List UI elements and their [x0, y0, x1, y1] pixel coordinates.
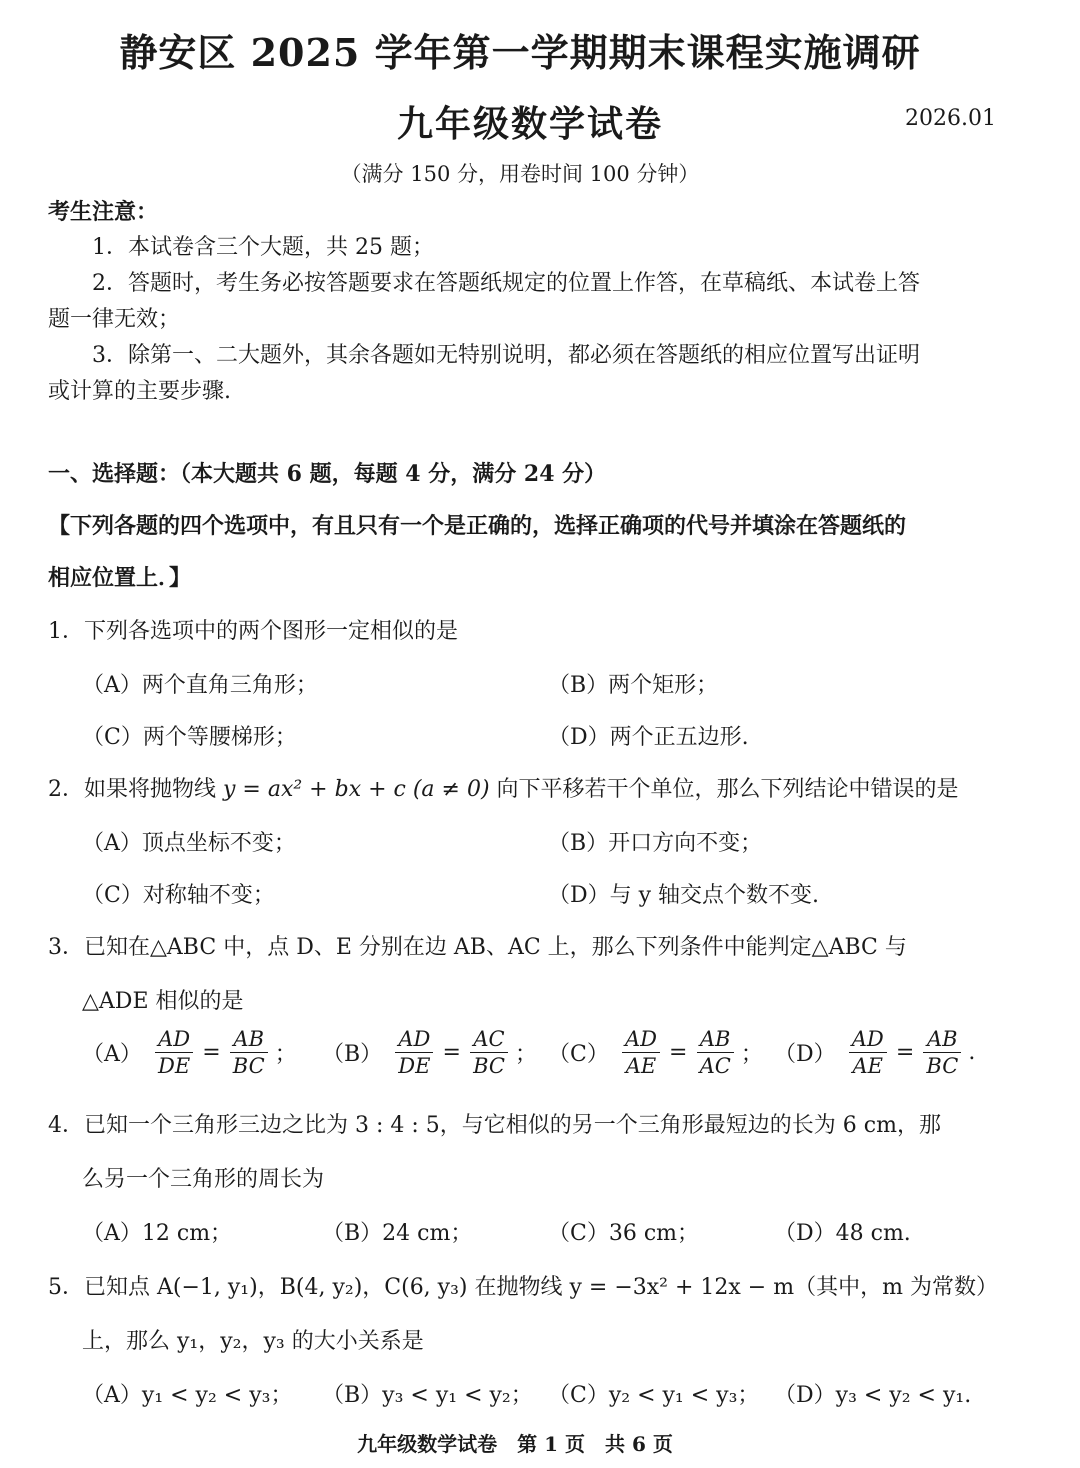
- q2-stem-post: 向下平移若干个单位，那么下列结论中错误的是: [496, 777, 959, 802]
- q3-stem-line-1: 3．已知在△ABC 中，点 D、E 分别在边 AB、AC 上，那么下列条件中能判定△ABC 与: [48, 935, 907, 960]
- q4-option-a: （A）12 cm；: [82, 1221, 233, 1246]
- q5-option-b: （B）y₃ < y₁ < y₂；: [322, 1383, 533, 1408]
- notice-item-2-line-1: 2．答题时，考生务必按答题要求在答题纸规定的位置上作答，在草稿纸、本试卷上答: [92, 271, 920, 296]
- q4-option-c: （C）36 cm；: [548, 1221, 700, 1246]
- q3-option-d: （D） $\frac{AD}{AE}$ = $\frac{AB}{BC}$ .: [774, 1027, 976, 1078]
- exam-date: 2026.01: [905, 106, 996, 131]
- q3-option-d-label: （D）: [774, 1042, 836, 1067]
- q2-stem: [48, 774, 959, 806]
- q3-option-c: （C） $\frac{AD}{AE}$ = $\frac{AB}{AC}$ ；: [548, 1027, 763, 1078]
- equals-sign: =: [669, 1040, 688, 1065]
- q4-stem-line-2: 么另一个三角形的周长为: [82, 1167, 325, 1192]
- q3-option-a-fraction-2: $\frac{AB}{BC}$: [230, 1026, 268, 1079]
- equals-sign: =: [442, 1040, 461, 1065]
- q4-stem-line-1: 4．已知一个三角形三边之比为 3 : 4 : 5，与它相似的另一个三角形最短边的长为 6 cm，那: [48, 1113, 941, 1138]
- q3-option-d-fraction-1: $\frac{AD}{AE}$: [849, 1026, 887, 1079]
- q5-option-a: （A）y₁ < y₂ < y₃；: [82, 1383, 293, 1408]
- q1-option-d: （D）两个正五边形.: [548, 725, 749, 750]
- exam-subtitle: 九年级数学试卷: [396, 103, 663, 145]
- q1-stem: 1．下列各选项中的两个图形一定相似的是: [48, 619, 458, 644]
- q2-stem-pre: 2．如果将抛物线: [48, 777, 216, 802]
- page-footer: 九年级数学试卷 第 1 页 共 6 页: [357, 1432, 673, 1456]
- q2-option-b: （B）开口方向不变；: [548, 831, 763, 856]
- q5-stem-line-2: 上，那么 y₁，y₂，y₃ 的大小关系是: [82, 1329, 424, 1354]
- q2-option-d: （D）与 y 轴交点个数不变.: [548, 883, 820, 908]
- section-1-heading: 一、选择题：（本大题共 6 题，每题 4 分，满分 24 分）: [48, 461, 607, 487]
- q5-option-d: （D）y₃ < y₂ < y₁.: [774, 1383, 972, 1408]
- q5-option-c: （C）y₂ < y₁ < y₃；: [548, 1383, 760, 1408]
- q3-option-c-fraction-1: $\frac{AD}{AE}$: [622, 1026, 660, 1079]
- equals-sign: =: [895, 1040, 915, 1065]
- q3-option-b-fraction-1: $\frac{AD}{DE}$: [395, 1026, 433, 1079]
- exam-title: 静安区 2025 学年第一学期期末课程实施调研: [119, 30, 921, 75]
- notice-heading: 考生注意：: [48, 199, 159, 225]
- q3-stem-line-2: △ADE 相似的是: [82, 989, 244, 1014]
- notice-item-1: 1．本试卷含三个大题，共 25 题；: [92, 235, 434, 260]
- q3-option-d-fraction-2: $\frac{AB}{BC}$: [923, 1026, 961, 1079]
- q3-option-b-fraction-2: $\frac{AC}{BC}$: [470, 1026, 508, 1079]
- q1-option-a: （A）两个直角三角形；: [82, 673, 318, 698]
- q2-option-c: （C）对称轴不变；: [82, 883, 275, 908]
- q3-option-b: （B） $\frac{AD}{DE}$ = $\frac{AC}{BC}$ ；: [322, 1027, 538, 1078]
- section-1-instruction-line-1: 【下列各题的四个选项中，有且只有一个是正确的，选择正确项的代号并填涂在答题纸的: [48, 513, 907, 539]
- notice-item-3-line-2: 或计算的主要步骤.: [48, 379, 231, 404]
- section-1-instruction-line-2: 相应位置上．】: [48, 565, 192, 591]
- q2-formula: y = ax² + bx + c (a ≠ 0): [223, 777, 490, 802]
- equals-sign: =: [202, 1040, 221, 1065]
- notice-item-3-line-1: 3．除第一、二大题外，其余各题如无特别说明，都必须在答题纸的相应位置写出证明: [92, 343, 920, 368]
- q3-option-a-label: （A）: [82, 1042, 142, 1067]
- q4-option-b: （B）24 cm；: [322, 1221, 473, 1246]
- q5-stem-line-1: 5．已知点 A(−1, y₁)，B(4, y₂)，C(6, y₃) 在抛物线 y = −3x² + 12x − m（其中，m 为常数）: [48, 1275, 998, 1300]
- q1-option-c: （C）两个等腰梯形；: [82, 725, 297, 750]
- q2-option-a: （A）顶点坐标不变；: [82, 831, 296, 856]
- q3-option-c-label: （C）: [548, 1042, 609, 1067]
- q3-option-a-fraction-1: $\frac{AD}{DE}$: [155, 1026, 193, 1079]
- score-time-note: （满分 150 分，用卷时间 100 分钟）: [340, 162, 700, 186]
- q3-option-c-fraction-2: $\frac{AB}{AC}$: [697, 1026, 734, 1079]
- q1-option-b: （B）两个矩形；: [548, 673, 719, 698]
- notice-item-2-line-2: 题一律无效；: [48, 307, 181, 332]
- q3-option-a: （A） $\frac{AD}{DE}$ = $\frac{AB}{BC}$ ；: [82, 1027, 297, 1078]
- q4-option-d: （D）48 cm.: [774, 1221, 911, 1246]
- q3-option-b-label: （B）: [322, 1042, 383, 1067]
